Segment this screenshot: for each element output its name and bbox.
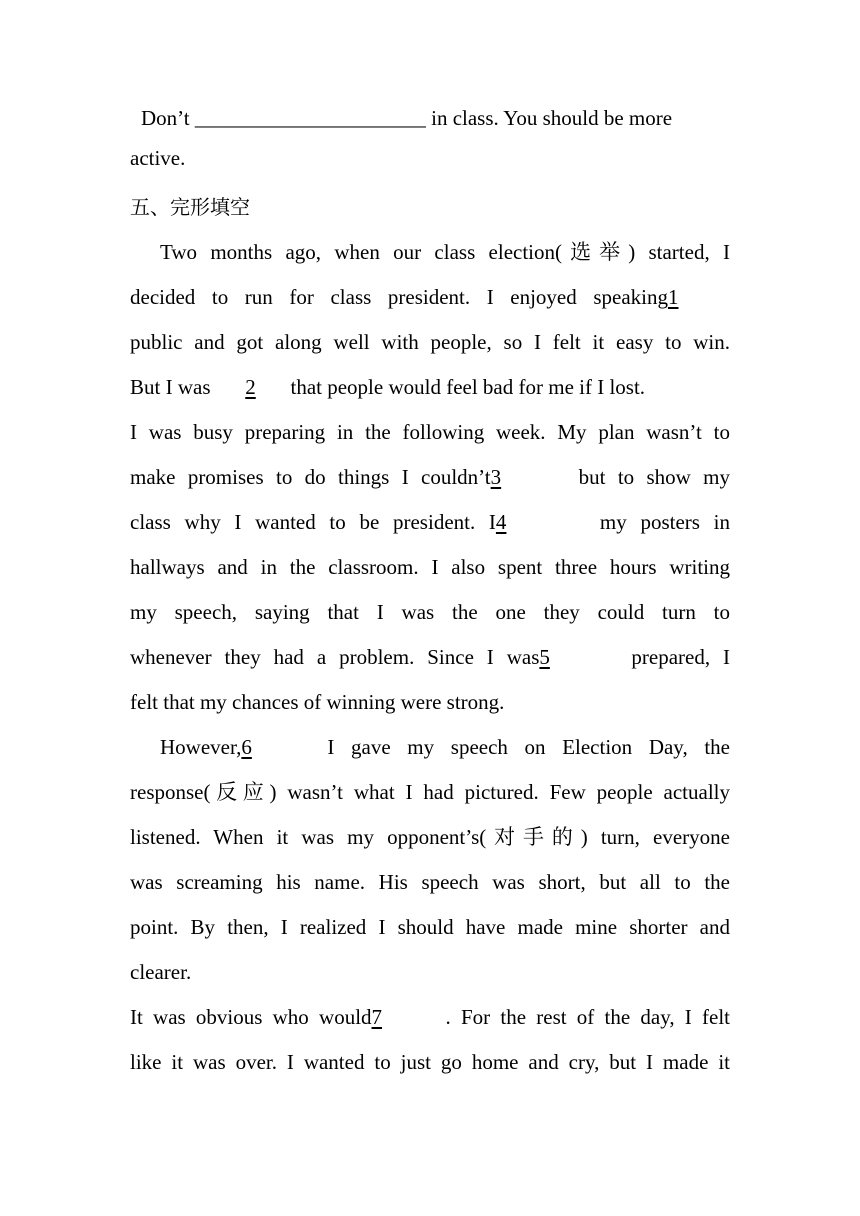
passage-line: was screaming his name. His speech was short, but all to the xyxy=(130,870,730,894)
prev-exercise-line-2: active. xyxy=(130,146,186,170)
text: But I was xyxy=(130,375,211,399)
answer-blank[interactable]: ______________________ xyxy=(194,106,426,130)
text: . For the rest of the day, I felt xyxy=(445,1005,730,1029)
text: decided to run for class president. I enjoyed speaking xyxy=(130,285,668,309)
blank-4[interactable]: 4 xyxy=(495,510,507,534)
passage-line: point. By then, I realized I should have made mine shorter and xyxy=(130,915,730,939)
blank-2[interactable]: 2 xyxy=(245,375,256,399)
passage-line: I was busy preparing in the following week. My plan wasn’t to xyxy=(130,420,730,444)
text: in class. You should be more xyxy=(431,106,673,130)
blank-7[interactable]: 7 xyxy=(371,1005,383,1029)
passage-line xyxy=(130,508,730,536)
chinese-gloss: 选举 xyxy=(562,240,629,264)
text: my posters in xyxy=(599,510,730,534)
passage-line xyxy=(130,733,730,761)
passage-line: clearer. xyxy=(130,960,192,984)
passage-line xyxy=(130,1003,730,1031)
prev-exercise-line-1 xyxy=(130,104,730,132)
text: that people would feel bad for me if I lost. xyxy=(290,375,646,399)
blank-1[interactable]: 1 xyxy=(668,285,679,309)
chinese-gloss: 对手的 xyxy=(486,825,581,849)
passage-line xyxy=(130,238,730,266)
passage-line: felt that my chances of winning were strong. xyxy=(130,690,505,714)
blank-6[interactable]: 6 xyxy=(241,735,252,759)
text: listened. When it was my opponent’s( xyxy=(130,825,487,849)
blank-5[interactable]: 5 xyxy=(539,645,550,669)
section-title: 五、完形填空 xyxy=(130,195,250,219)
passage-line xyxy=(130,643,730,671)
text: make promises to do things I couldn’t xyxy=(130,465,491,489)
passage-line xyxy=(130,283,730,311)
text: Two months ago, when our class election( xyxy=(160,240,563,264)
passage-line xyxy=(130,373,730,401)
passage-line: my speech, saying that I was the one they could turn to xyxy=(130,600,730,624)
text: I gave my speech on Election Day, the xyxy=(327,735,730,759)
text: ) wasn’t what I had pictured. Few people actually xyxy=(269,780,731,804)
passage-line xyxy=(130,778,730,806)
passage-line: public and got along well with people, so I felt it easy to win. xyxy=(130,330,730,354)
text: whenever they had a problem. Since I was xyxy=(130,645,540,669)
text: but to show my xyxy=(578,465,731,489)
text: It was obvious who would xyxy=(130,1005,372,1029)
text: ) started, I xyxy=(628,240,731,264)
passage-line xyxy=(130,823,730,851)
passage-line xyxy=(130,463,730,491)
passage-line: like it was over. I wanted to just go home and cry, but I made it xyxy=(130,1050,730,1074)
text: class why I wanted to be president. I xyxy=(130,510,496,534)
text: response( xyxy=(130,780,211,804)
passage-line: hallways and in the classroom. I also spent three hours writing xyxy=(130,555,730,579)
text: However, xyxy=(160,735,242,759)
chinese-gloss: 反应 xyxy=(210,780,270,804)
text: Don’t xyxy=(141,106,190,130)
text: prepared, I xyxy=(631,645,730,669)
blank-3[interactable]: 3 xyxy=(490,465,502,489)
text: ) turn, everyone xyxy=(580,825,730,849)
